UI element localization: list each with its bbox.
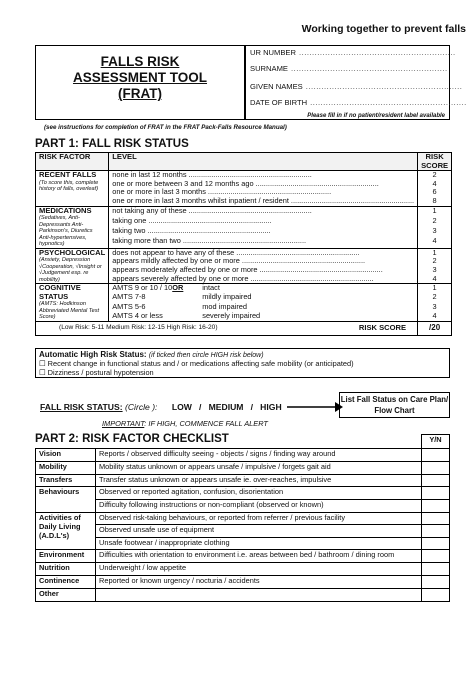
yn-checkbox-cell[interactable] bbox=[422, 525, 450, 538]
status-label: FALL RISK STATUS: bbox=[40, 402, 123, 412]
field-label: DATE OF BIRTH bbox=[250, 98, 308, 107]
risk-bands: (Low Risk: 5-11 Medium Risk: 12-15 High Risk: 16-20) bbox=[59, 324, 218, 332]
risk-factor-note: (Sedatives, Anti-Depressants Anti-Parkinson's, Diuretics Anti-hypertensives, hypnotics) bbox=[39, 215, 93, 248]
form-title-box bbox=[35, 45, 245, 120]
amts-or bbox=[172, 312, 202, 321]
amts-level: mildly impaired bbox=[202, 292, 252, 302]
form-title-line: (FRAT) bbox=[118, 86, 162, 101]
risk-level-text: appears moderately affected by one or more bbox=[112, 264, 258, 274]
part2-heading: PART 2: RISK FACTOR CHECKLIST bbox=[35, 433, 229, 445]
patient-details-box bbox=[245, 45, 467, 120]
risk-level-row: PSYCHOLOGICAL (Anxiety, Depression √Cooperation, √Insight or √Judgement esp. re mobility) does not appear to have any of these ............................................................ 1 bbox=[36, 248, 452, 257]
risk-level-row: taking more than two ............................................................ 4 bbox=[36, 237, 452, 248]
checklist-row bbox=[36, 525, 450, 538]
status-circle-note: (Circle ): bbox=[124, 402, 158, 412]
risk-level-row: appears moderately affected by one or more ............................................................ 3 bbox=[36, 266, 452, 275]
risk-level-text: taking one bbox=[112, 215, 147, 225]
risk-level-row: one or more in last 3 months whilst inpatient / resident ............................................................ 8 bbox=[36, 197, 452, 206]
checklist-item: Reported or known urgency / nocturia / accidents bbox=[96, 576, 422, 589]
amts-range: AMTS 4 or less bbox=[112, 310, 163, 320]
part1-heading: PART 1: FALL RISK STATUS bbox=[35, 138, 189, 150]
risk-level-text: one or more in last 3 months bbox=[112, 187, 206, 197]
risk-score-total[interactable]: /20 bbox=[418, 321, 452, 335]
checklist-category: Other bbox=[36, 588, 96, 601]
risk-level-row: RECENT FALLS (To score this, complete history of falls, overleaf) none in last 12 months ............................................................ 2 bbox=[36, 171, 452, 180]
risk-factor-checklist bbox=[35, 434, 450, 602]
field-label: UR NUMBER bbox=[250, 48, 296, 57]
checklist-category: Nutrition bbox=[36, 563, 96, 576]
checklist-item: Observed or reported agitation, confusion, disorientation bbox=[96, 487, 422, 500]
risk-level-row: one or more in last 3 months ............................................................ 6 bbox=[36, 188, 452, 197]
col-level: LEVEL bbox=[109, 153, 418, 171]
risk-level-text: does not appear to have any of these bbox=[112, 247, 235, 257]
yn-checkbox-cell[interactable] bbox=[422, 500, 450, 513]
col-risk-factor: RISK FACTOR bbox=[36, 153, 109, 171]
risk-factor-note: (Anxiety, Depression √Cooperation, √Insight or √Judgement esp. re mobility) bbox=[39, 257, 102, 283]
risk-score-total-row bbox=[36, 321, 452, 335]
status-options[interactable]: LOW / MEDIUM / HIGH bbox=[171, 402, 282, 412]
checklist-category: Behaviours bbox=[36, 487, 96, 513]
risk-score-option[interactable]: 4 bbox=[418, 237, 452, 248]
form-title-line: ASSESSMENT TOOL bbox=[72, 70, 208, 85]
risk-level-text: none in last 12 months bbox=[112, 170, 187, 180]
automatic-high-risk-box bbox=[35, 348, 450, 378]
checklist-row bbox=[36, 449, 450, 462]
instructions-note: (see instructions for completion of FRAT in the FRAT Pack-Falls Resource Manual) bbox=[44, 124, 287, 131]
amts-level: intact bbox=[202, 283, 220, 293]
risk-score-label: RISK SCORE bbox=[358, 323, 407, 333]
amts-range: AMTS 5-6 bbox=[112, 301, 146, 311]
yn-checkbox-cell[interactable] bbox=[422, 474, 450, 487]
amts-range: AMTS 7-8 bbox=[112, 292, 146, 302]
risk-score-option[interactable]: 2 bbox=[418, 293, 452, 302]
checklist-category: Vision bbox=[36, 449, 96, 462]
risk-factor-note: (AMTS: Hodkinson Abbreviated Mental Test Score) bbox=[39, 301, 100, 321]
yn-checkbox-cell[interactable] bbox=[422, 461, 450, 474]
col-risk-score: RISK SCORE bbox=[418, 153, 452, 171]
checklist-item: Reports / observed difficulty seeing - objects / signs / finding way around bbox=[96, 449, 422, 462]
risk-level-row: MEDICATIONS (Sedatives, Anti-Depressants Anti-Parkinson's, Diuretics Anti-hypertensives, hypnotics) not taking any of these ............................................................ 1 bbox=[36, 206, 452, 217]
amts-level: severely impaired bbox=[202, 310, 261, 320]
checklist-row bbox=[36, 550, 450, 563]
risk-level-text: taking more than two bbox=[112, 236, 181, 246]
risk-level-row: taking two ............................................................ 3 bbox=[36, 227, 452, 237]
checklist-header bbox=[36, 435, 450, 449]
checklist-category: Continence bbox=[36, 576, 96, 589]
risk-level-text: one or more between 3 and 12 months ago bbox=[112, 178, 254, 188]
risk-factor-note: (To score this, complete history of falls, overleaf) bbox=[39, 179, 99, 193]
risk-score-option[interactable]: 2 bbox=[418, 257, 452, 266]
given-names-field[interactable]: GIVEN NAMES ............................................................ bbox=[250, 81, 463, 91]
fall-risk-status bbox=[40, 402, 282, 412]
amts-or bbox=[172, 293, 202, 302]
risk-score-option[interactable]: 1 bbox=[418, 248, 452, 257]
checklist-item: Underweight / low appetite bbox=[96, 563, 422, 576]
amts-range: AMTS 9 or 10 / 10 bbox=[112, 283, 173, 293]
risk-factor-name: COGNITIVE STATUS bbox=[39, 283, 81, 301]
checklist-category: Activities of Daily Living (A.D.L's) bbox=[36, 512, 96, 550]
checklist-row bbox=[36, 512, 450, 525]
risk-status-table bbox=[35, 152, 452, 336]
checklist-row bbox=[36, 576, 450, 589]
amts-or: OR bbox=[172, 283, 184, 293]
checklist-row bbox=[36, 537, 450, 550]
risk-score-option[interactable]: 3 bbox=[418, 303, 452, 312]
risk-level-text: not taking any of these bbox=[112, 205, 187, 215]
risk-table-header bbox=[36, 153, 452, 171]
yn-header: Y/N bbox=[422, 435, 450, 449]
care-plan-note-box: List Fall Status on Care Plan/ Flow Chart bbox=[339, 392, 450, 418]
risk-score-option[interactable]: 6 bbox=[418, 188, 452, 197]
risk-score-option[interactable]: 3 bbox=[418, 266, 452, 275]
checklist-item: Observed unsafe use of equipment bbox=[96, 525, 422, 538]
checklist-row bbox=[36, 474, 450, 487]
risk-level-text: appears mildly affected by one or more bbox=[112, 256, 240, 266]
risk-factor-name: PSYCHOLOGICAL bbox=[39, 247, 106, 257]
risk-score-option[interactable]: 3 bbox=[418, 227, 452, 237]
yn-checkbox-cell[interactable] bbox=[422, 550, 450, 563]
checklist-item: Transfer status unknown or appears unsafe ie. over-reaches, impulsive bbox=[96, 474, 422, 487]
checklist-category: Environment bbox=[36, 550, 96, 563]
risk-level-row: taking one ............................................................ 2 bbox=[36, 217, 452, 227]
yn-checkbox-cell[interactable] bbox=[422, 512, 450, 525]
risk-score-option[interactable]: 2 bbox=[418, 171, 452, 180]
checklist-item bbox=[96, 588, 422, 601]
form-title-line: FALLS RISK bbox=[100, 54, 180, 69]
risk-factor-name: MEDICATIONS bbox=[39, 205, 92, 215]
checklist-item: Observed risk-taking behaviours, or reported from referrer / previous facility bbox=[96, 512, 422, 525]
auto-high-item-dizziness[interactable]: ☐ Dizziness / postural hypotension bbox=[39, 368, 154, 377]
risk-level-text: appears severely affected by one or more bbox=[112, 273, 249, 283]
auto-high-title: Automatic High Risk Status: (if ticked then circle HIGH risk below) bbox=[39, 350, 264, 359]
risk-score-option[interactable]: 1 bbox=[418, 206, 452, 217]
risk-level-row: appears mildly affected by one or more ............................................................ 2 bbox=[36, 257, 452, 266]
risk-factor-name: RECENT FALLS bbox=[39, 170, 97, 180]
ur-number-field[interactable]: UR NUMBER ............................................................ bbox=[250, 48, 456, 57]
label-note: Please fill in if no patient/resident label available bbox=[307, 113, 445, 119]
amts-level: mod impaired bbox=[202, 301, 248, 311]
risk-level-row: one or more between 3 and 12 months ago ............................................................ 4 bbox=[36, 180, 452, 189]
amts-or bbox=[172, 303, 202, 312]
yn-checkbox-cell[interactable] bbox=[422, 588, 450, 601]
checklist-item: Unsafe footwear / inappropriate clothing bbox=[96, 537, 422, 550]
yn-checkbox-cell[interactable] bbox=[422, 449, 450, 462]
risk-score-option[interactable]: 4 bbox=[418, 275, 452, 284]
auto-high-item-change[interactable]: ☐ Recent change in functional status and / or medications affecting safe mobility (or anticipated) bbox=[39, 359, 354, 368]
risk-level-text: one or more in last 3 months whilst inpatient / resident bbox=[112, 195, 289, 205]
checklist-item: Mobility status unknown or appears unsafe / impulsive / forgets gait aid bbox=[96, 461, 422, 474]
checklist-row bbox=[36, 563, 450, 576]
yn-checkbox-cell[interactable] bbox=[422, 576, 450, 589]
checklist-category: Mobility bbox=[36, 461, 96, 474]
checklist-row bbox=[36, 461, 450, 474]
risk-level-row: appears severely affected by one or more ............................................................ 4 bbox=[36, 275, 452, 284]
risk-score-option[interactable]: 1 bbox=[418, 284, 452, 294]
checklist-row bbox=[36, 588, 450, 601]
arrow-right-icon bbox=[285, 397, 345, 417]
checklist-item: Difficulties with orientation to environment i.e. areas between bed / bathroom / dining room bbox=[96, 550, 422, 563]
risk-level-text: taking two bbox=[112, 226, 146, 236]
risk-score-option[interactable]: 4 bbox=[418, 180, 452, 189]
risk-score-option[interactable]: 8 bbox=[418, 197, 452, 206]
field-label: GIVEN NAMES bbox=[250, 81, 303, 91]
checklist-item: Difficulty following instructions or non-compliant (observed or known) bbox=[96, 500, 422, 513]
important-note: IMPORTANT: IF HIGH, COMMENCE FALL ALERT bbox=[102, 419, 268, 428]
checklist-category: Transfers bbox=[36, 474, 96, 487]
surname-field[interactable]: SURNAME ............................................................ bbox=[250, 63, 448, 73]
checklist-row bbox=[36, 500, 450, 513]
yn-checkbox-cell[interactable] bbox=[422, 487, 450, 500]
field-label: SURNAME bbox=[250, 63, 288, 73]
date-of-birth-field[interactable]: DATE OF BIRTH ............................................................ bbox=[250, 98, 467, 107]
risk-score-option[interactable]: 4 bbox=[418, 312, 452, 322]
yn-checkbox-cell[interactable] bbox=[422, 537, 450, 550]
risk-score-option[interactable]: 2 bbox=[418, 217, 452, 227]
checklist-row bbox=[36, 487, 450, 500]
header-tagline: Working together to prevent falls bbox=[301, 23, 466, 35]
yn-checkbox-cell[interactable] bbox=[422, 563, 450, 576]
